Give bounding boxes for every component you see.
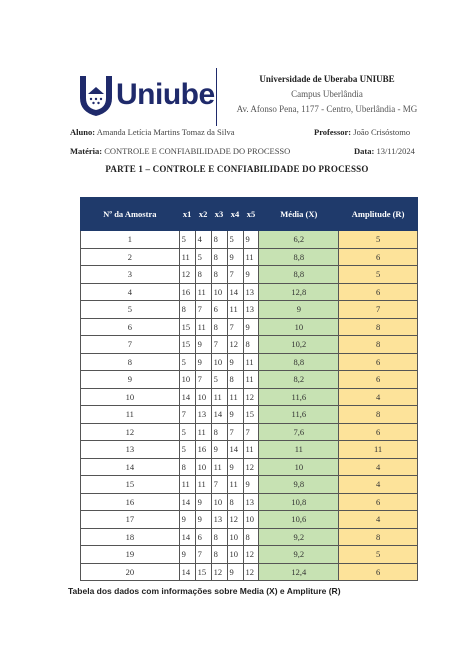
date-value: 13/11/2024 bbox=[376, 146, 415, 156]
cell-sample: 8 bbox=[81, 353, 180, 371]
cell-x1: 15 bbox=[179, 318, 195, 336]
cell-media: 11,6 bbox=[259, 406, 339, 424]
cell-media: 10,2 bbox=[259, 336, 339, 354]
cell-x4: 9 bbox=[227, 563, 243, 581]
cell-x2: 11 bbox=[195, 283, 211, 301]
cell-media: 10 bbox=[259, 318, 339, 336]
cell-amplitude: 5 bbox=[339, 231, 418, 249]
cell-amplitude: 4 bbox=[339, 388, 418, 406]
cell-media: 9 bbox=[259, 301, 339, 319]
cell-x4: 11 bbox=[227, 388, 243, 406]
table-row bbox=[81, 511, 418, 529]
cell-sample: 18 bbox=[81, 528, 180, 546]
cell-x5: 15 bbox=[243, 406, 259, 424]
cell-x5: 12 bbox=[243, 563, 259, 581]
cell-media: 12,8 bbox=[259, 283, 339, 301]
cell-x3: 8 bbox=[211, 266, 227, 284]
cell-x4: 7 bbox=[227, 266, 243, 284]
cell-amplitude: 8 bbox=[339, 528, 418, 546]
cell-x2: 11 bbox=[195, 318, 211, 336]
cell-x3: 8 bbox=[211, 528, 227, 546]
cell-sample: 14 bbox=[81, 458, 180, 476]
cell-sample: 16 bbox=[81, 493, 180, 511]
cell-x2: 16 bbox=[195, 441, 211, 459]
cell-x3: 8 bbox=[211, 423, 227, 441]
cell-x1: 16 bbox=[179, 283, 195, 301]
table-row bbox=[81, 353, 418, 371]
cell-sample: 4 bbox=[81, 283, 180, 301]
cell-x5: 13 bbox=[243, 283, 259, 301]
table-row bbox=[81, 388, 418, 406]
cell-x5: 8 bbox=[243, 528, 259, 546]
cell-amplitude: 8 bbox=[339, 336, 418, 354]
logo-wordmark: Uniube bbox=[116, 78, 215, 111]
cell-amplitude: 6 bbox=[339, 248, 418, 266]
cell-amplitude: 8 bbox=[339, 406, 418, 424]
cell-x5: 13 bbox=[243, 493, 259, 511]
cell-media: 6,2 bbox=[259, 231, 339, 249]
cell-x2: 7 bbox=[195, 371, 211, 389]
cell-x2: 9 bbox=[195, 511, 211, 529]
cell-x1: 9 bbox=[179, 511, 195, 529]
cell-x5: 9 bbox=[243, 476, 259, 494]
cell-sample: 1 bbox=[81, 231, 180, 249]
cell-x4: 12 bbox=[227, 511, 243, 529]
cell-x3: 7 bbox=[211, 476, 227, 494]
cell-media: 11 bbox=[259, 441, 339, 459]
cell-x1: 11 bbox=[179, 476, 195, 494]
cell-x2: 9 bbox=[195, 353, 211, 371]
cell-sample: 2 bbox=[81, 248, 180, 266]
cell-x3: 13 bbox=[211, 511, 227, 529]
cell-amplitude: 6 bbox=[339, 493, 418, 511]
samples-table bbox=[80, 197, 418, 581]
cell-amplitude: 6 bbox=[339, 423, 418, 441]
cell-x5: 11 bbox=[243, 441, 259, 459]
subject-line bbox=[70, 146, 290, 156]
cell-x5: 7 bbox=[243, 423, 259, 441]
cell-x5: 12 bbox=[243, 546, 259, 564]
cell-x4: 9 bbox=[227, 406, 243, 424]
cell-x1: 8 bbox=[179, 458, 195, 476]
section-title: PARTE 1 – CONTROLE E CONFIABILIDADE DO PROCESSO bbox=[105, 164, 369, 174]
cell-x1: 10 bbox=[179, 371, 195, 389]
cell-x1: 14 bbox=[179, 563, 195, 581]
cell-amplitude: 5 bbox=[339, 266, 418, 284]
table-row bbox=[81, 528, 418, 546]
table-row bbox=[81, 441, 418, 459]
cell-x3: 10 bbox=[211, 353, 227, 371]
cell-x3: 10 bbox=[211, 493, 227, 511]
table-row bbox=[81, 563, 418, 581]
cell-x5: 11 bbox=[243, 353, 259, 371]
cell-x5: 13 bbox=[243, 301, 259, 319]
header-divider bbox=[216, 68, 217, 126]
cell-media: 8,8 bbox=[259, 248, 339, 266]
cell-x4: 14 bbox=[227, 283, 243, 301]
cell-x1: 7 bbox=[179, 406, 195, 424]
cell-x2: 9 bbox=[195, 336, 211, 354]
cell-x3: 14 bbox=[211, 406, 227, 424]
cell-x2: 13 bbox=[195, 406, 211, 424]
cell-x3: 11 bbox=[211, 388, 227, 406]
cell-x4: 10 bbox=[227, 528, 243, 546]
cell-sample: 20 bbox=[81, 563, 180, 581]
cell-amplitude: 4 bbox=[339, 476, 418, 494]
address: Av. Afonso Pena, 1177 - Centro, Uberlândia - MG bbox=[236, 104, 418, 114]
table-header-row bbox=[81, 198, 418, 231]
cell-x2: 15 bbox=[195, 563, 211, 581]
cell-media: 8,8 bbox=[259, 266, 339, 284]
header-x1: x1 bbox=[179, 198, 195, 231]
cell-x5: 9 bbox=[243, 266, 259, 284]
cell-x5: 12 bbox=[243, 388, 259, 406]
cell-x1: 14 bbox=[179, 528, 195, 546]
cell-x3: 5 bbox=[211, 371, 227, 389]
table-row bbox=[81, 248, 418, 266]
table-row bbox=[81, 546, 418, 564]
cell-media: 8,8 bbox=[259, 353, 339, 371]
header-x2: x2 bbox=[195, 198, 211, 231]
cell-sample: 13 bbox=[81, 441, 180, 459]
cell-sample: 15 bbox=[81, 476, 180, 494]
cell-amplitude: 6 bbox=[339, 283, 418, 301]
cell-x5: 11 bbox=[243, 371, 259, 389]
table-row bbox=[81, 371, 418, 389]
cell-sample: 6 bbox=[81, 318, 180, 336]
cell-media: 10,8 bbox=[259, 493, 339, 511]
cell-x2: 5 bbox=[195, 248, 211, 266]
cell-x1: 9 bbox=[179, 546, 195, 564]
cell-media: 11,6 bbox=[259, 388, 339, 406]
student-label: Aluno: bbox=[70, 127, 96, 137]
date-label: Data: bbox=[354, 146, 375, 156]
cell-x1: 5 bbox=[179, 441, 195, 459]
cell-x2: 10 bbox=[195, 458, 211, 476]
cell-sample: 19 bbox=[81, 546, 180, 564]
cell-amplitude: 6 bbox=[339, 563, 418, 581]
cell-sample: 17 bbox=[81, 511, 180, 529]
table-row bbox=[81, 283, 418, 301]
cell-amplitude: 6 bbox=[339, 353, 418, 371]
cell-amplitude: 4 bbox=[339, 458, 418, 476]
cell-x3: 8 bbox=[211, 248, 227, 266]
cell-x2: 11 bbox=[195, 476, 211, 494]
cell-amplitude: 4 bbox=[339, 511, 418, 529]
table-row bbox=[81, 336, 418, 354]
cell-x4: 12 bbox=[227, 336, 243, 354]
cell-sample: 11 bbox=[81, 406, 180, 424]
cell-x3: 8 bbox=[211, 231, 227, 249]
header-x5: x5 bbox=[243, 198, 259, 231]
cell-amplitude: 5 bbox=[339, 546, 418, 564]
cell-sample: 12 bbox=[81, 423, 180, 441]
table-row bbox=[81, 476, 418, 494]
subject-label: Matéria: bbox=[70, 146, 103, 156]
cell-media: 8,2 bbox=[259, 371, 339, 389]
cell-x5: 9 bbox=[243, 318, 259, 336]
table-row bbox=[81, 301, 418, 319]
subject-value: CONTROLE E CONFIABILIDADE DO PROCESSO bbox=[104, 146, 291, 156]
cell-x3: 9 bbox=[211, 441, 227, 459]
cell-x4: 7 bbox=[227, 423, 243, 441]
table-row bbox=[81, 318, 418, 336]
cell-sample: 3 bbox=[81, 266, 180, 284]
cell-x4: 8 bbox=[227, 371, 243, 389]
cell-x1: 8 bbox=[179, 301, 195, 319]
cell-x1: 14 bbox=[179, 493, 195, 511]
date-line bbox=[354, 146, 415, 156]
header-x4: x4 bbox=[227, 198, 243, 231]
cell-x4: 14 bbox=[227, 441, 243, 459]
cell-x1: 12 bbox=[179, 266, 195, 284]
cell-x3: 7 bbox=[211, 336, 227, 354]
cell-sample: 9 bbox=[81, 371, 180, 389]
cell-x3: 6 bbox=[211, 301, 227, 319]
cell-x4: 9 bbox=[227, 353, 243, 371]
cell-media: 12,4 bbox=[259, 563, 339, 581]
cell-amplitude: 6 bbox=[339, 371, 418, 389]
cell-x2: 7 bbox=[195, 301, 211, 319]
table-row bbox=[81, 231, 418, 249]
cell-x4: 5 bbox=[227, 231, 243, 249]
cell-x1: 5 bbox=[179, 231, 195, 249]
cell-x2: 6 bbox=[195, 528, 211, 546]
cell-x2: 9 bbox=[195, 493, 211, 511]
cell-x1: 11 bbox=[179, 248, 195, 266]
cell-sample: 5 bbox=[81, 301, 180, 319]
table-row bbox=[81, 406, 418, 424]
cell-media: 9,8 bbox=[259, 476, 339, 494]
cell-amplitude: 11 bbox=[339, 441, 418, 459]
table-row bbox=[81, 266, 418, 284]
cell-x2: 10 bbox=[195, 388, 211, 406]
cell-x4: 7 bbox=[227, 318, 243, 336]
cell-x5: 12 bbox=[243, 458, 259, 476]
cell-x3: 8 bbox=[211, 318, 227, 336]
cell-x4: 11 bbox=[227, 301, 243, 319]
cell-sample: 7 bbox=[81, 336, 180, 354]
header-sample: Nº da Amostra bbox=[81, 198, 180, 231]
cell-x2: 4 bbox=[195, 231, 211, 249]
table-row bbox=[81, 493, 418, 511]
cell-x3: 11 bbox=[211, 458, 227, 476]
cell-media: 10 bbox=[259, 458, 339, 476]
cell-x3: 8 bbox=[211, 546, 227, 564]
cell-x4: 9 bbox=[227, 248, 243, 266]
cell-x1: 14 bbox=[179, 388, 195, 406]
professor-label: Professor: bbox=[314, 127, 352, 137]
campus-name: Campus Uberlândia bbox=[291, 89, 363, 99]
professor-value: João Crisóstomo bbox=[353, 127, 411, 137]
uniube-logo-icon bbox=[76, 72, 116, 120]
cell-x1: 5 bbox=[179, 353, 195, 371]
cell-sample: 10 bbox=[81, 388, 180, 406]
header-amplitude: Amplitude (R) bbox=[339, 198, 418, 231]
cell-x2: 7 bbox=[195, 546, 211, 564]
cell-x5: 9 bbox=[243, 231, 259, 249]
cell-media: 10,6 bbox=[259, 511, 339, 529]
cell-x1: 15 bbox=[179, 336, 195, 354]
cell-media: 9,2 bbox=[259, 546, 339, 564]
cell-media: 7,6 bbox=[259, 423, 339, 441]
cell-amplitude: 8 bbox=[339, 318, 418, 336]
cell-x4: 10 bbox=[227, 546, 243, 564]
cell-x3: 10 bbox=[211, 283, 227, 301]
cell-x4: 9 bbox=[227, 458, 243, 476]
professor-line bbox=[314, 127, 410, 137]
cell-x1: 5 bbox=[179, 423, 195, 441]
table-caption: Tabela dos dados com informações sobre Media (X) e Ampliture (R) bbox=[68, 586, 341, 596]
cell-amplitude: 7 bbox=[339, 301, 418, 319]
table-row bbox=[81, 458, 418, 476]
cell-x3: 12 bbox=[211, 563, 227, 581]
cell-x5: 10 bbox=[243, 511, 259, 529]
student-value: Amanda Letícia Martins Tomaz da Silva bbox=[96, 127, 235, 137]
institution-name: Universidade de Uberaba UNIUBE bbox=[259, 74, 395, 84]
cell-x4: 8 bbox=[227, 493, 243, 511]
cell-x2: 8 bbox=[195, 266, 211, 284]
cell-x5: 8 bbox=[243, 336, 259, 354]
header-x3: x3 bbox=[211, 198, 227, 231]
cell-x5: 11 bbox=[243, 248, 259, 266]
header-media: Média (X) bbox=[259, 198, 339, 231]
cell-x2: 11 bbox=[195, 423, 211, 441]
cell-media: 9,2 bbox=[259, 528, 339, 546]
cell-x4: 11 bbox=[227, 476, 243, 494]
table-row bbox=[81, 423, 418, 441]
student-line bbox=[70, 127, 235, 137]
